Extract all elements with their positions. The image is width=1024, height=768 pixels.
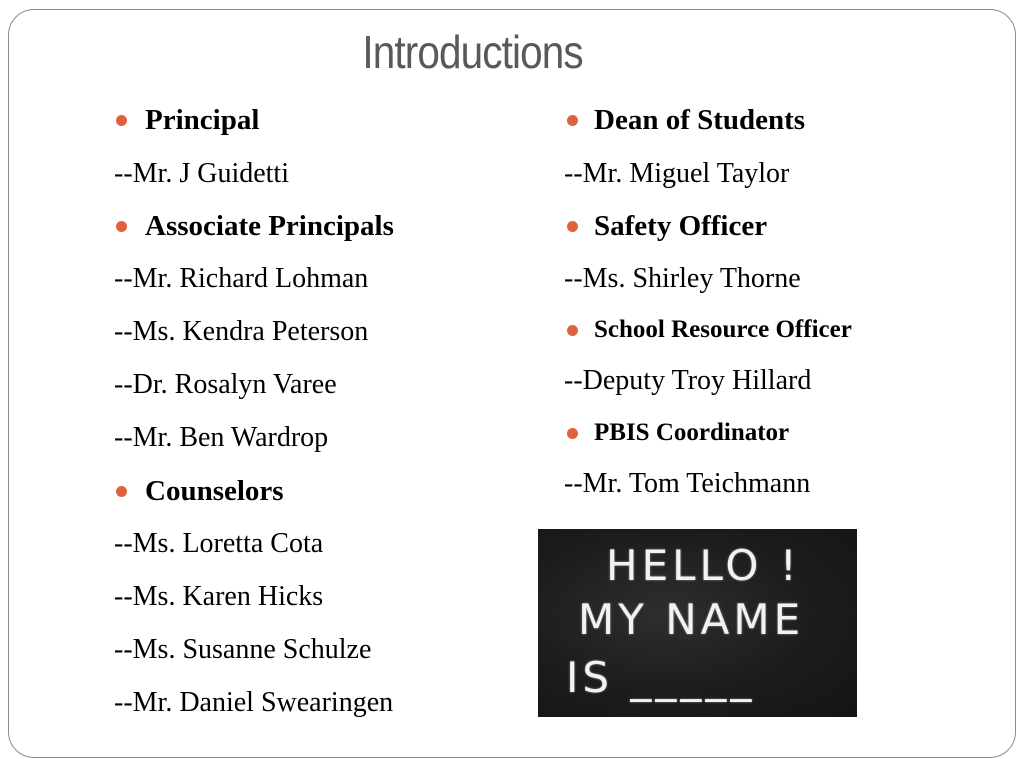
slide-title: Introductions (362, 26, 583, 78)
staff-name: --Mr. Tom Teichmann (564, 468, 811, 499)
role-heading-safety-officer: Safety Officer (594, 210, 768, 242)
chalk-text: IS _____ (566, 653, 756, 702)
staff-name: --Ms. Loretta Cota (114, 528, 324, 559)
staff-name: --Mr. Ben Wardrop (114, 422, 329, 453)
role-heading-pbis-coordinator: PBIS Coordinator (594, 419, 790, 446)
hello-my-name-is-image (538, 529, 857, 717)
role-heading-school-resource-officer: School Resource Officer (594, 316, 852, 343)
role-heading-principal: Principal (145, 104, 260, 136)
chalk-text: HELLO ! (606, 541, 801, 590)
role-heading-counselors: Counselors (145, 475, 284, 507)
staff-name: --Mr. J Guidetti (114, 158, 289, 189)
staff-name: --Deputy Troy Hillard (564, 365, 812, 396)
staff-name: --Ms. Susanne Schulze (114, 634, 372, 665)
bullet-icon (567, 115, 578, 126)
bullet-icon (116, 115, 127, 126)
staff-name: --Mr. Daniel Swearingen (114, 687, 394, 718)
chalk-text: MY NAME (578, 595, 805, 644)
staff-name: --Ms. Shirley Thorne (564, 263, 801, 294)
bullet-icon (567, 221, 578, 232)
role-heading-associate-principals: Associate Principals (145, 210, 394, 242)
staff-name: --Ms. Kendra Peterson (114, 316, 369, 347)
role-heading-dean-of-students: Dean of Students (594, 104, 806, 136)
bullet-icon (116, 221, 127, 232)
bullet-icon (567, 325, 578, 336)
bullet-icon (567, 428, 578, 439)
staff-name: --Mr. Richard Lohman (114, 263, 369, 294)
staff-name: --Mr. Miguel Taylor (564, 158, 790, 189)
staff-name: --Dr. Rosalyn Varee (114, 369, 337, 400)
staff-name: --Ms. Karen Hicks (114, 581, 324, 612)
bullet-icon (116, 486, 127, 497)
